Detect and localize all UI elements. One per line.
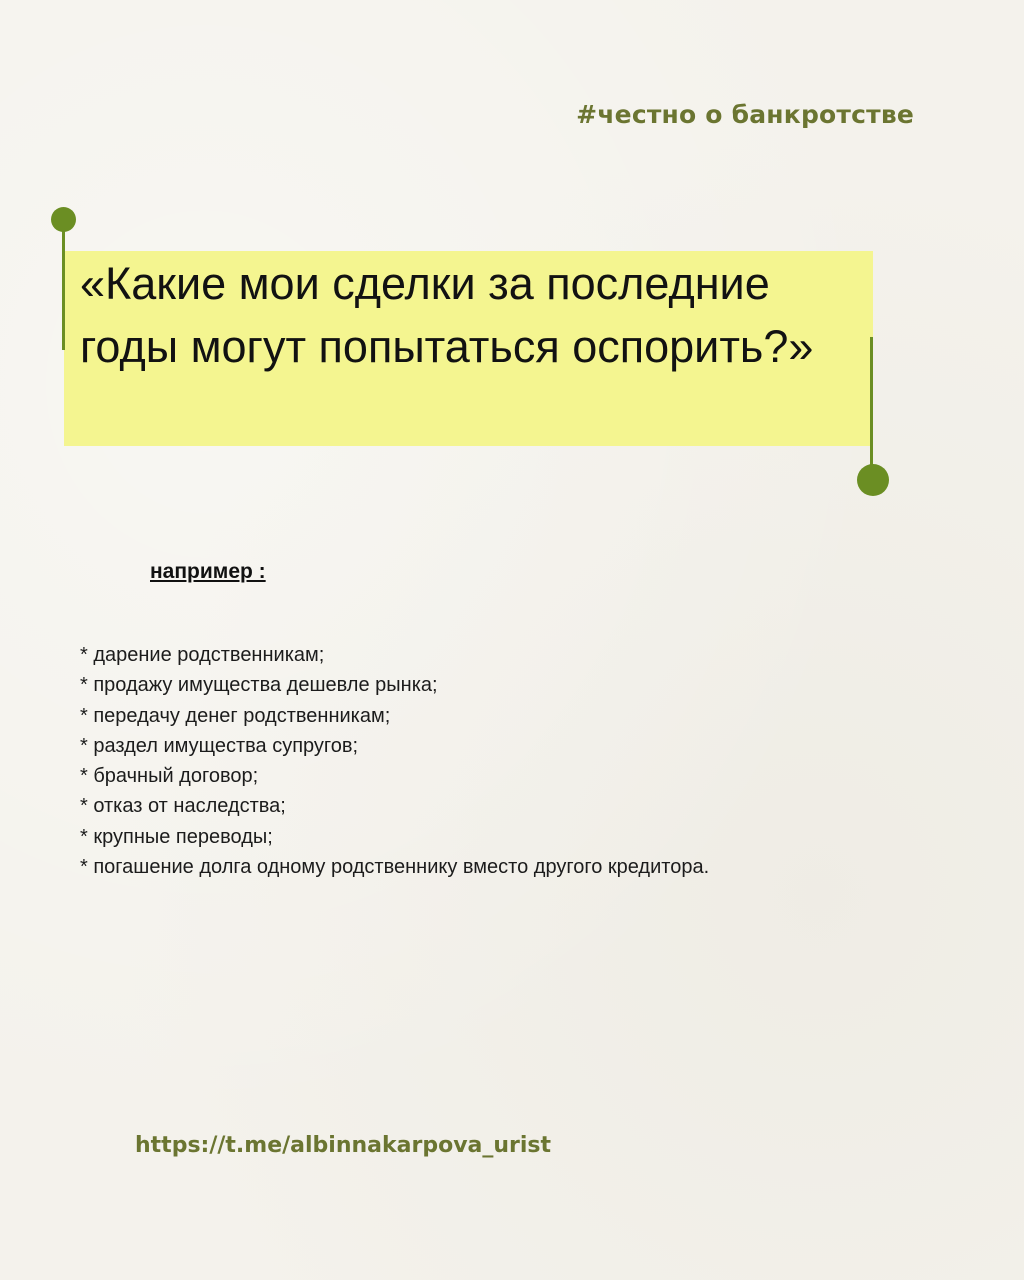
list-item: * раздел имущества супругов; bbox=[80, 734, 359, 757]
list-item: * продажу имущества дешевле рынка; bbox=[80, 674, 438, 697]
hashtag-title: #честно о банкротстве bbox=[576, 100, 914, 129]
decorative-line-left bbox=[62, 220, 65, 350]
list-item: * передачу денег родственникам; bbox=[80, 704, 391, 727]
list-item: * отказ от наследства; bbox=[80, 795, 286, 818]
list-item: * крупные переводы; bbox=[80, 825, 273, 848]
examples-label: например : bbox=[150, 560, 266, 583]
decorative-dot-right bbox=[857, 464, 889, 496]
list-item: * дарение родственникам; bbox=[80, 644, 325, 666]
list-item: * брачный договор; bbox=[80, 765, 259, 788]
telegram-link[interactable]: https://t.me/albinnakarpova_urist bbox=[135, 1133, 552, 1158]
decorative-line-right bbox=[870, 337, 873, 477]
list-item: * погашение долга одному родственнику вместо другого кредитора. bbox=[80, 856, 710, 879]
examples-list bbox=[80, 640, 709, 882]
decorative-dot-left bbox=[51, 207, 76, 232]
question-heading: «Какие мои сделки за последние годы могут попытаться оспорить?» bbox=[80, 258, 814, 372]
